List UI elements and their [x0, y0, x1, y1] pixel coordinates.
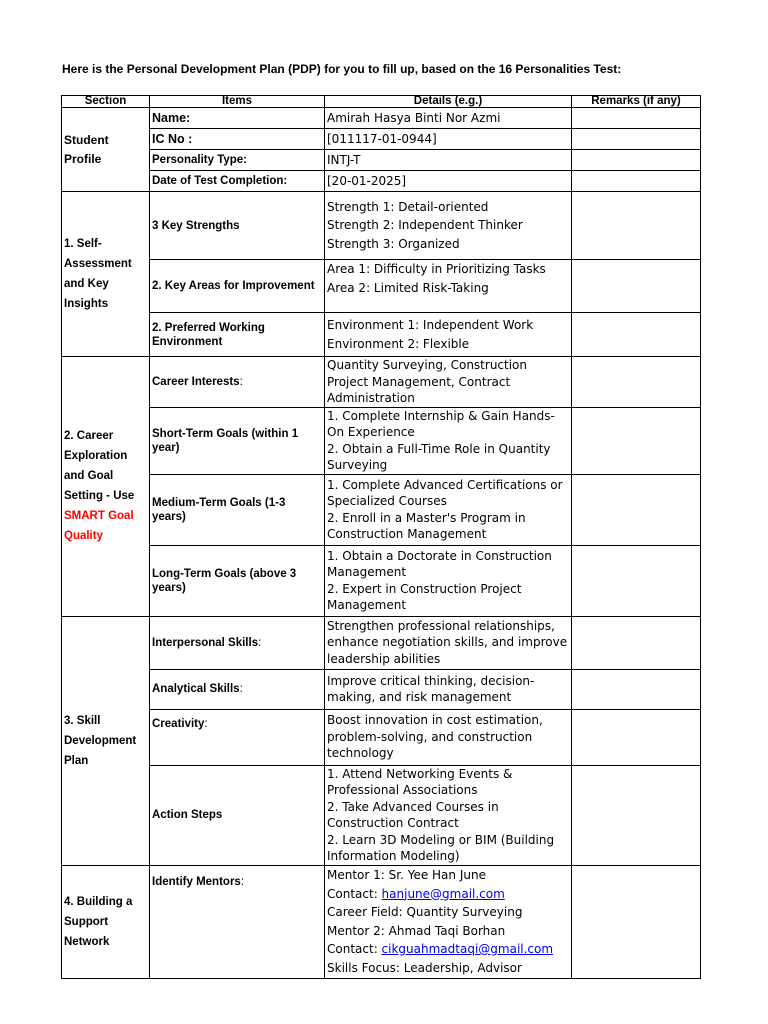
table-row [62, 260, 701, 313]
table-row [62, 545, 701, 616]
remarks-cell[interactable] [572, 108, 701, 129]
remarks-cell[interactable] [572, 313, 701, 357]
remarks-cell[interactable] [572, 669, 701, 709]
table-row [62, 616, 701, 669]
header-items: Items [150, 96, 325, 108]
section-career-exploration [62, 357, 150, 617]
remarks-cell[interactable] [572, 709, 701, 765]
table-row [62, 129, 701, 150]
smart-goal-highlight: SMART Goal Quality [64, 510, 134, 543]
item-strengths-label: 3 Key Strengths [150, 192, 325, 260]
strengths-value[interactable] [325, 192, 572, 260]
date-value[interactable]: [20-01-2025] [325, 171, 572, 192]
remarks-cell[interactable] [572, 129, 701, 150]
item-name-label: Name: [150, 108, 325, 129]
interpersonal-value[interactable]: Strengthen professional relationships, enhance negotiation skills, and improve leadership abilities [325, 616, 572, 669]
medium-term-value[interactable] [325, 474, 572, 545]
item-environment-label: 2. Preferred Working Environment [150, 313, 325, 357]
table-row [62, 357, 701, 408]
goal-line: 2. Expert in Construction Project Management [327, 581, 522, 612]
item-creativity-label: Creativity: [150, 709, 325, 765]
career-section-text: 2. Career Exploration and Goal Setting - Use [64, 430, 135, 503]
item-improvement-label: 2. Key Areas for Improvement [150, 260, 325, 313]
goal-line: 2. Obtain a Full-Time Role in Quantity Surveying [327, 441, 551, 472]
table-row [62, 171, 701, 192]
strength-line: Strength 1: Detail-oriented [327, 199, 489, 214]
item-mentors-label: Identify Mentors: [150, 865, 325, 978]
table-row [62, 865, 701, 978]
action-steps-value[interactable] [325, 765, 572, 865]
item-ic-label: IC No : [150, 129, 325, 150]
remarks-cell[interactable] [572, 765, 701, 865]
environment-line: Environment 2: Flexible [327, 336, 470, 351]
table-row [62, 407, 701, 474]
mentor2-email-link[interactable]: cikguahmadtaqi@gmail.com [381, 942, 554, 956]
item-medium-term-label: Medium-Term Goals (1-3 years) [150, 474, 325, 545]
item-analytical-label: Analytical Skills: [150, 669, 325, 709]
section-support-network: 4. Building a Support Network [62, 865, 150, 978]
header-details: Details (e.g.) [325, 96, 572, 108]
analytical-value[interactable]: Improve critical thinking, decision-making, and risk management [325, 669, 572, 709]
ic-value[interactable]: [011117-01-0944] [325, 129, 572, 150]
action-line: 1. Attend Networking Events & Professional Associations [327, 766, 513, 797]
table-row [62, 108, 701, 129]
long-term-value[interactable] [325, 545, 572, 616]
item-action-steps-label: Action Steps [150, 765, 325, 865]
strength-line: Strength 3: Organized [327, 236, 460, 251]
name-value[interactable]: Amirah Hasya Binti Nor Azmi [325, 108, 572, 129]
creativity-value[interactable]: Boost innovation in cost estimation, problem-solving, and construction technology [325, 709, 572, 765]
improvement-line: Area 2: Limited Risk-Taking [327, 280, 489, 295]
remarks-cell[interactable] [572, 171, 701, 192]
table-row [62, 709, 701, 765]
item-short-term-label: Short-Term Goals (within 1 year) [150, 407, 325, 474]
mentors-value[interactable] [325, 865, 572, 978]
personality-value[interactable]: INTJ-T [325, 150, 572, 171]
mentor-line: Skills Focus: Leadership, Advisor [327, 960, 522, 975]
section-skill-development: 3. Skill Development Plan [62, 616, 150, 865]
remarks-cell[interactable] [572, 150, 701, 171]
action-line: 2. Take Advanced Courses in Construction Contract [327, 799, 499, 830]
item-career-interests-label: Career Interests: [150, 357, 325, 408]
action-line: 2. Learn 3D Modeling or BIM (Building Information Modeling) [327, 832, 555, 863]
table-row [62, 192, 701, 260]
short-term-value[interactable] [325, 407, 572, 474]
item-personality-label: Personality Type: [150, 150, 325, 171]
item-interpersonal-label: Interpersonal Skills: [150, 616, 325, 669]
remarks-cell[interactable] [572, 545, 701, 616]
mentor-contact: Contact: cikguahmadtaqi@gmail.com [327, 942, 554, 956]
environment-line: Environment 1: Independent Work [327, 318, 534, 332]
improvement-value[interactable] [325, 260, 572, 313]
goal-line: 1. Complete Advanced Certifications or Specialized Courses [327, 477, 563, 508]
table-row [62, 474, 701, 545]
mentor-line: Mentor 2: Ahmad Taqi Borhan [327, 923, 506, 938]
improvement-line: Area 1: Difficulty in Prioritizing Tasks [327, 262, 546, 276]
table-row [62, 313, 701, 357]
table-row [62, 669, 701, 709]
remarks-cell[interactable] [572, 474, 701, 545]
goal-line: 2. Enroll in a Master's Program in Construction Management [327, 510, 526, 541]
remarks-cell[interactable] [572, 865, 701, 978]
header-row [62, 96, 701, 108]
remarks-cell[interactable] [572, 192, 701, 260]
pdp-table [61, 95, 701, 979]
header-remarks: Remarks (if any) [572, 96, 701, 108]
header-section: Section [62, 96, 150, 108]
strength-line: Strength 2: Independent Thinker [327, 218, 523, 233]
career-interests-value[interactable]: Quantity Surveying, Construction Project Management, Contract Administration [325, 357, 572, 408]
remarks-cell[interactable] [572, 407, 701, 474]
mentor1-email-link[interactable]: hanjune@gmail.com [381, 886, 505, 901]
goal-line: 1. Complete Internship & Gain Hands-On Experience [327, 408, 555, 439]
item-long-term-label: Long-Term Goals (above 3 years) [150, 545, 325, 616]
table-row [62, 150, 701, 171]
environment-value[interactable] [325, 313, 572, 357]
section-self-assessment: 1. Self-Assessment and Key Insights [62, 192, 150, 357]
section-student-profile: Student Profile [62, 108, 150, 192]
mentor-contact: Contact: hanjune@gmail.com [327, 886, 505, 901]
remarks-cell[interactable] [572, 260, 701, 313]
table-row [62, 765, 701, 865]
item-date-label: Date of Test Completion: [150, 171, 325, 192]
intro-text: Here is the Personal Development Plan (PDP) for you to fill up, based on the 16 Personalities Test: [62, 62, 622, 76]
remarks-cell[interactable] [572, 616, 701, 669]
goal-line: 1. Obtain a Doctorate in Construction Management [327, 548, 552, 579]
mentor-line: Career Field: Quantity Surveying [327, 905, 523, 919]
mentor-line: Mentor 1: Sr. Yee Han June [327, 868, 486, 882]
remarks-cell[interactable] [572, 357, 701, 408]
